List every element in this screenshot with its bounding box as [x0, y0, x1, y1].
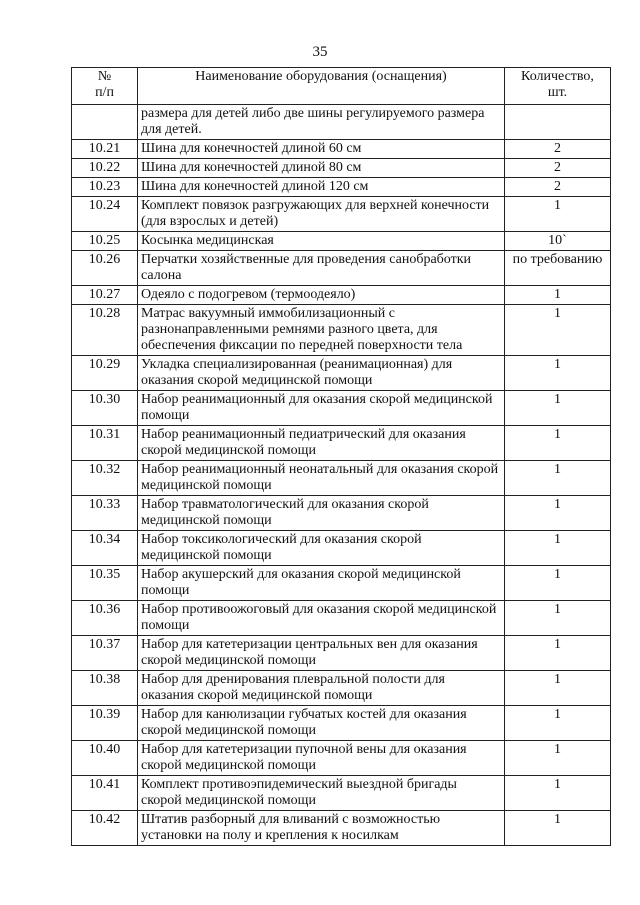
row-quantity: 1 [505, 305, 611, 356]
table-row [72, 391, 611, 426]
row-number: 10.30 [72, 391, 138, 426]
row-name: Косынка медицинская [138, 232, 505, 251]
row-number: 10.37 [72, 636, 138, 671]
row-number: 10.42 [72, 811, 138, 846]
row-name: Набор для катетеризации пупочной вены для оказания скорой медицинской помощи [138, 741, 505, 776]
table-row [72, 251, 611, 286]
page-number: 35 [312, 44, 328, 60]
row-name: Шина для конечностей длиной 60 см [138, 140, 505, 159]
table-row [72, 531, 611, 566]
row-name: Шина для конечностей длиной 120 см [138, 178, 505, 197]
table-row [72, 159, 611, 178]
table-row [72, 426, 611, 461]
row-name: Набор акушерский для оказания скорой медицинской помощи [138, 566, 505, 601]
row-number: 10.41 [72, 776, 138, 811]
row-number: 10.34 [72, 531, 138, 566]
row-number: 10.35 [72, 566, 138, 601]
row-number: 10.27 [72, 286, 138, 305]
row-quantity: 1 [505, 776, 611, 811]
table-row [72, 232, 611, 251]
row-quantity: 1 [505, 601, 611, 636]
row-number: 10.40 [72, 741, 138, 776]
table-row [72, 811, 611, 846]
row-name: Набор противоожоговый для оказания скорой медицинской помощи [138, 601, 505, 636]
table-row [72, 305, 611, 356]
row-name: Перчатки хозяйственные для проведения санобработки салона [138, 251, 505, 286]
row-quantity: 1 [505, 356, 611, 391]
row-name: Набор для канюлизации губчатых костей для оказания скорой медицинской помощи [138, 706, 505, 741]
row-number: 10.38 [72, 671, 138, 706]
table-row [72, 140, 611, 159]
row-name: Набор реанимационный неонатальный для оказания скорой медицинской помощи [138, 461, 505, 496]
row-name: Набор для катетеризации центральных вен для оказания скорой медицинской помощи [138, 636, 505, 671]
header-quantity: Количество, шт. [505, 68, 611, 105]
row-name: размера для детей либо две шины регулируемого размера для детей. [138, 105, 505, 140]
row-name: Комплект повязок разгружающих для верхней конечности (для взрослых и детей) [138, 197, 505, 232]
row-number: 10.32 [72, 461, 138, 496]
table-row [72, 496, 611, 531]
row-name: Матрас вакуумный иммобилизационный с разнонаправленными ремнями разного цвета, для обеспечения фиксации по передней поверхности тела [138, 305, 505, 356]
row-name: Штатив разборный для вливаний с возможностью установки на полу и крепления к носилкам [138, 811, 505, 846]
table-row [72, 636, 611, 671]
row-quantity: 1 [505, 391, 611, 426]
row-quantity: 1 [505, 566, 611, 601]
table-header-row [72, 68, 611, 105]
table-row [72, 776, 611, 811]
row-name: Набор реанимационный педиатрический для оказания скорой медицинской помощи [138, 426, 505, 461]
row-number [72, 105, 138, 140]
row-quantity: 2 [505, 159, 611, 178]
header-number: № п/п [72, 68, 138, 105]
row-quantity: 1 [505, 741, 611, 776]
table-row [72, 197, 611, 232]
row-quantity: 1 [505, 197, 611, 232]
row-quantity: по требованию [505, 251, 611, 286]
row-quantity: 1 [505, 706, 611, 741]
row-number: 10.25 [72, 232, 138, 251]
table-row [72, 671, 611, 706]
row-quantity: 1 [505, 286, 611, 305]
table-row [72, 566, 611, 601]
table-row [72, 741, 611, 776]
row-number: 10.29 [72, 356, 138, 391]
table-body [72, 105, 611, 846]
row-number: 10.24 [72, 197, 138, 232]
row-quantity: 10` [505, 232, 611, 251]
row-name: Одеяло с подогревом (термоодеяло) [138, 286, 505, 305]
row-quantity: 1 [505, 811, 611, 846]
row-quantity: 1 [505, 461, 611, 496]
row-name: Набор травматологический для оказания скорой медицинской помощи [138, 496, 505, 531]
table-row [72, 461, 611, 496]
row-quantity: 1 [505, 496, 611, 531]
row-quantity [505, 105, 611, 140]
table-row [72, 706, 611, 741]
row-quantity: 2 [505, 140, 611, 159]
row-quantity: 1 [505, 426, 611, 461]
row-name: Набор для дренирования плевральной полости для оказания скорой медицинской помощи [138, 671, 505, 706]
table-row [72, 356, 611, 391]
table-row [72, 105, 611, 140]
table-row [72, 178, 611, 197]
row-quantity: 1 [505, 531, 611, 566]
row-name: Набор реанимационный для оказания скорой медицинской помощи [138, 391, 505, 426]
row-quantity: 1 [505, 671, 611, 706]
header-name: Наименование оборудования (оснащения) [138, 68, 505, 105]
row-name: Шина для конечностей длиной 80 см [138, 159, 505, 178]
table-row [72, 601, 611, 636]
row-number: 10.31 [72, 426, 138, 461]
table-row [72, 286, 611, 305]
row-number: 10.39 [72, 706, 138, 741]
row-name: Укладка специализированная (реанимационная) для оказания скорой медицинской помощи [138, 356, 505, 391]
row-number: 10.22 [72, 159, 138, 178]
row-number: 10.23 [72, 178, 138, 197]
row-name: Комплект противоэпидемический выездной бригады скорой медицинской помощи [138, 776, 505, 811]
row-quantity: 2 [505, 178, 611, 197]
row-number: 10.26 [72, 251, 138, 286]
row-number: 10.33 [72, 496, 138, 531]
equipment-table [71, 67, 611, 846]
row-name: Набор токсикологический для оказания скорой медицинской помощи [138, 531, 505, 566]
row-number: 10.21 [72, 140, 138, 159]
row-quantity: 1 [505, 636, 611, 671]
row-number: 10.28 [72, 305, 138, 356]
row-number: 10.36 [72, 601, 138, 636]
